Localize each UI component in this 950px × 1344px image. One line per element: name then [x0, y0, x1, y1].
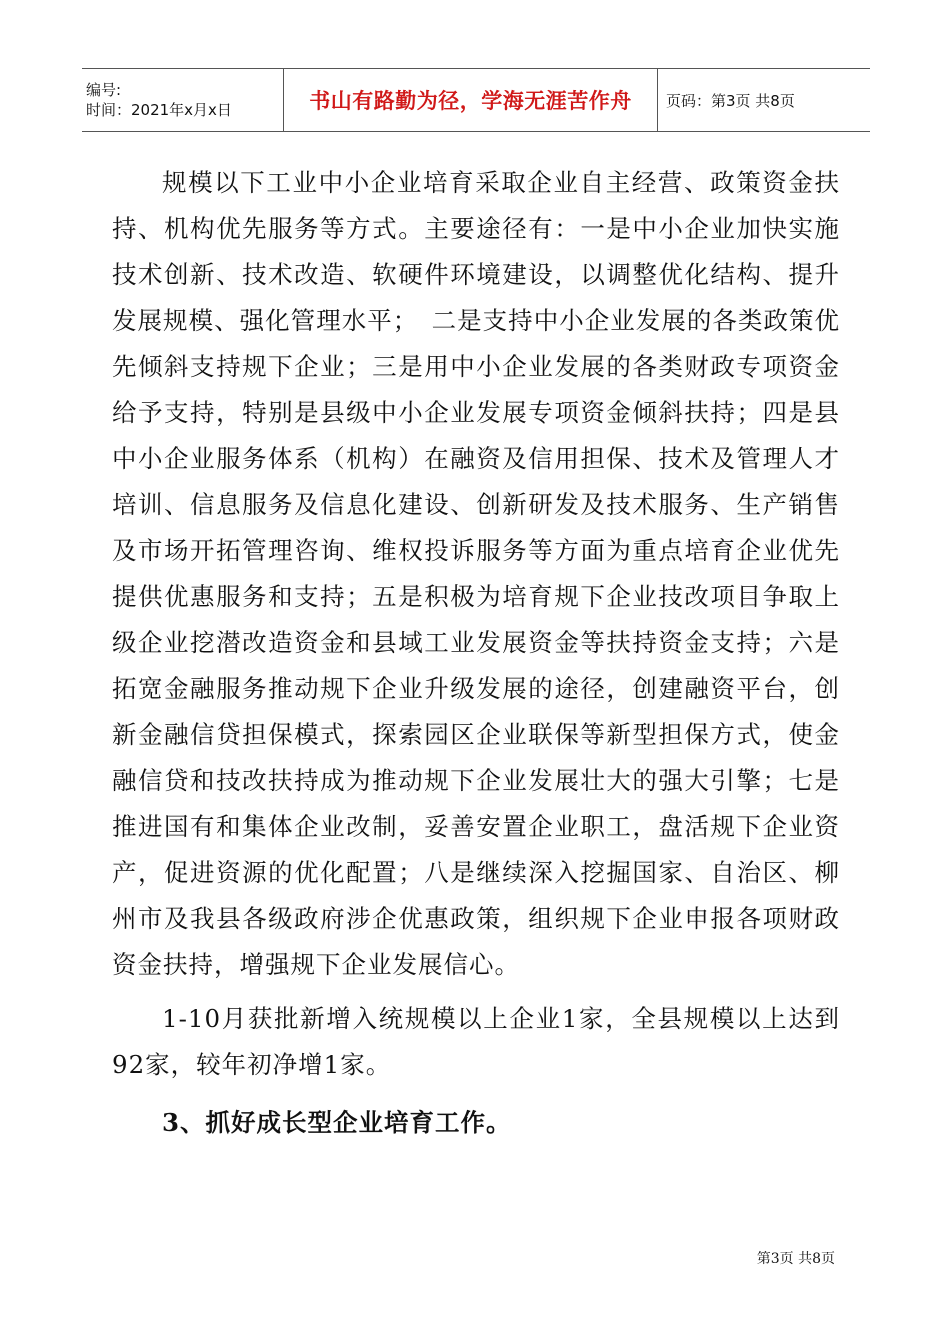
date-label: 时间：2021年x月x日: [86, 101, 232, 119]
body-paragraph: 规模以下工业中小企业培育采取企业自主经营、政策资金扶持、机构优先服务等方式。主要途径有：一是中小企业加快实施技术创新、技术改造、软硬件环境建设，以调整优化结构、提升发展规模、强化管理水平； 二是支持中小企业发展的各类政策优先倾斜支持规下企业；三是用中小企业发展的各类财政专项资金给予支持，特别是县级中小企业发展专项资金倾斜扶持；四是县中小企业服务体系（机构）在融资及信用担保、技术及管理人才培训、信息服务及信息化建设、创新研发及技术服务、生产销售及市场开拓管理咨询、维权投诉服务等方面为重点培育企业优先提供优惠服务和支持；五是积极为培育规下企业技改项目争取上级企业挖潜改造资金和县域工业发展资金等扶持资金支持；六是拓宽金融服务推动规下企业升级发展的途径，创建融资平台，创新金融信贷担保模式，探索园区企业联保等新型担保方式，使金融信贷和技改扶持成为推动规下企业发展壮大的强大引擎；七是推进国有和集体企业改制，妥善安置企业职工，盘活规下企业资产，促进资源的优化配置；八是继续深入挖掘国家、自治区、柳州市及我县各级政府涉企优惠政策，组织规下企业申报各项财政资金扶持，增强规下企业发展信心。: [112, 168, 840, 979]
page-footer: 第3页 共8页: [756, 1251, 835, 1267]
header-page-cell: [658, 69, 870, 131]
header-page-number: 页码：第3页 共8页: [666, 91, 795, 110]
header-motto-cell: [284, 69, 658, 131]
header-meta: [82, 69, 284, 131]
header-motto: 书山有路勤为径，学海无涯苦作舟: [309, 89, 632, 113]
serial-number-label: 编号:: [86, 81, 122, 99]
document-body: [112, 160, 840, 1146]
body-paragraph: 1-10月获批新增入统规模以上企业1家，全县规模以上达到92家，较年初净增1家。: [112, 1004, 840, 1079]
section-heading: 3、抓好成长型企业培育工作。: [162, 1108, 512, 1137]
page-header: [82, 68, 870, 132]
